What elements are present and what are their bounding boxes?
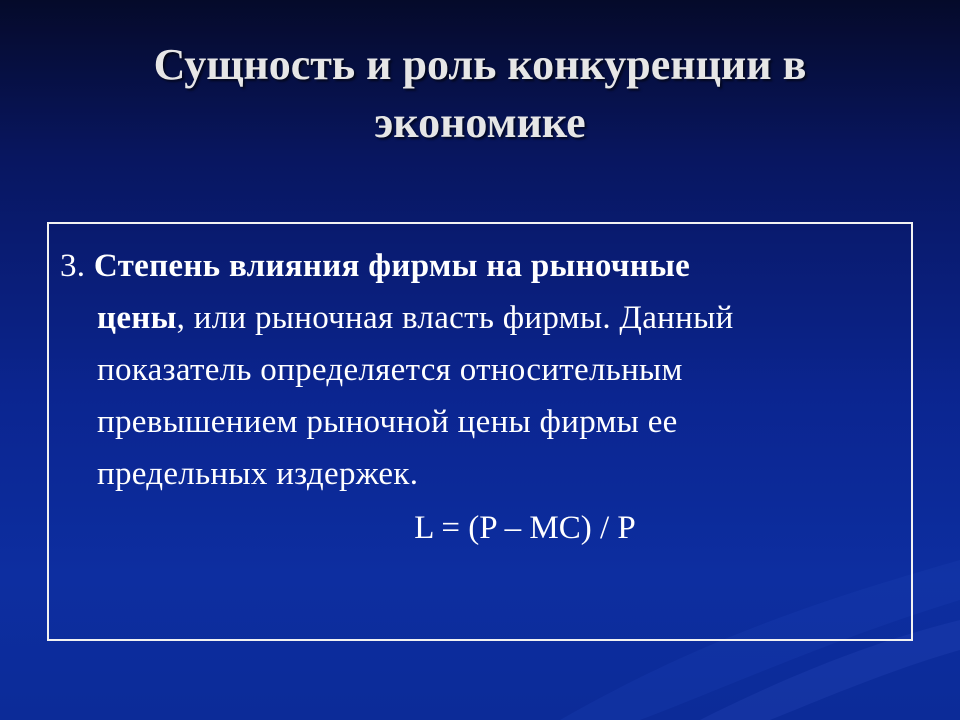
item-number: 3. <box>60 248 86 284</box>
content-box <box>47 222 913 641</box>
paragraph-line-3: показатель определяется относительным <box>97 352 683 388</box>
lerner-formula: L = (P – MC) / P <box>414 510 636 546</box>
paragraph-line-5: предельных издержек. <box>97 456 419 492</box>
slide-title-line-1: Сущность и роль конкуренции в <box>153 40 807 89</box>
paragraph-line-2-text: , или рыночная власть фирмы. Данный <box>176 300 734 336</box>
bold-term-part-1: Степень влияния фирмы на рыночные <box>93 248 691 284</box>
bold-term-part-2: цены <box>97 300 177 336</box>
slide-title <box>40 36 920 152</box>
paragraph-line-1 <box>60 240 880 292</box>
definition-paragraph <box>60 240 880 500</box>
slide-title-line-2: экономике <box>374 98 586 147</box>
paragraph-line-2 <box>60 292 880 344</box>
paragraph-line-4: превышением рыночной цены фирмы ее <box>97 404 678 440</box>
